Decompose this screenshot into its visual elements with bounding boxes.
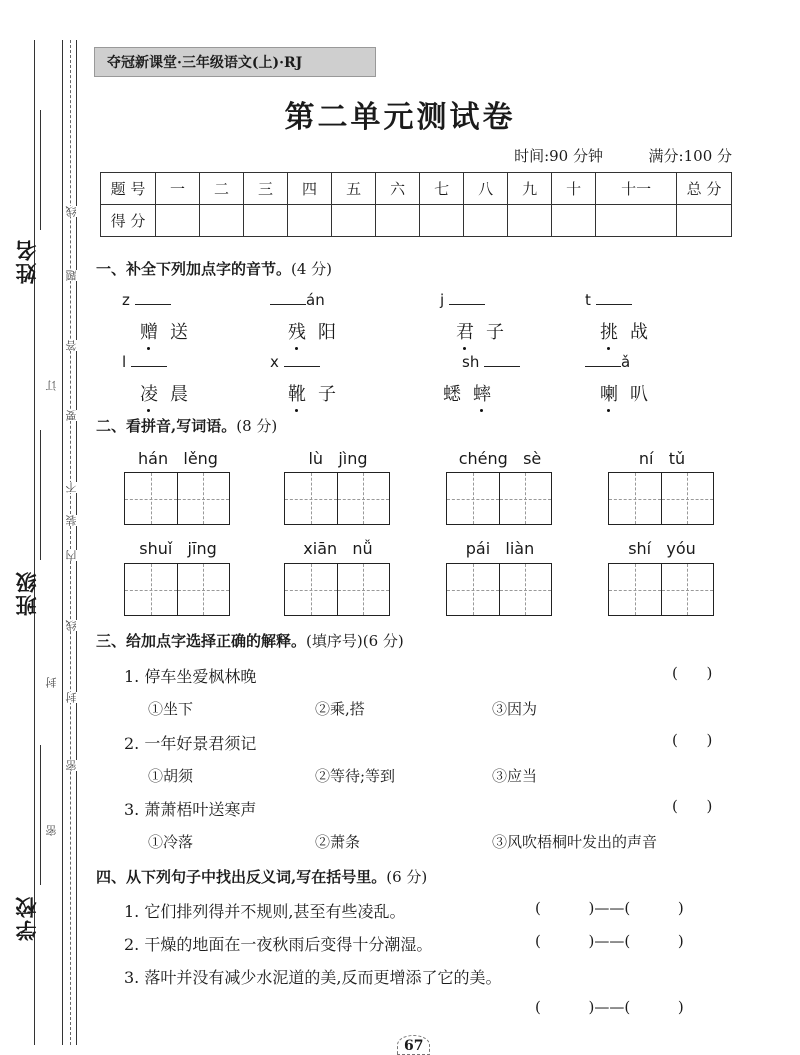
writing-grid[interactable]	[608, 563, 714, 616]
section-title: 二、看拼音,写词语。	[96, 417, 237, 435]
section-3-heading	[96, 630, 404, 651]
school-label: 学校	[15, 895, 39, 941]
option: ②等待;等到	[315, 767, 396, 785]
time-limit: 时间:90 分钟	[514, 147, 603, 165]
dotted-word: 喇叭	[600, 380, 660, 406]
score-cell[interactable]	[376, 205, 420, 237]
section-points: (填序号)(6 分)	[306, 632, 404, 650]
syllable-blank: z	[122, 290, 171, 309]
table-cell: 四	[288, 173, 332, 205]
option: ③风吹梧桐叶发出的声音	[492, 833, 658, 851]
dotted-word: 挑战	[600, 318, 660, 344]
binding-seal-char: 密	[45, 825, 58, 836]
pinyin-prompt: shuǐ jīng	[139, 539, 217, 558]
class-write-line	[40, 430, 41, 560]
dotted-word: 赠送	[140, 318, 200, 344]
table-cell: 八	[464, 173, 508, 205]
score-cell[interactable]	[332, 205, 376, 237]
score-table	[100, 172, 732, 237]
answer-blank[interactable]	[131, 352, 167, 367]
binding-seal-char: 答	[65, 340, 78, 351]
syllable-blank: x	[270, 352, 320, 371]
answer-blank[interactable]	[449, 290, 485, 305]
writing-grid[interactable]	[446, 472, 552, 525]
question-text: 3. 萧萧梧叶送寒声	[124, 800, 257, 819]
sentence: 1. 它们排列得并不规则,甚至有些凌乱。	[124, 902, 406, 921]
score-cell[interactable]	[596, 205, 677, 237]
binding-seal-char: 线	[65, 620, 78, 631]
binding-dash-line	[70, 40, 71, 1045]
section-points: (4 分)	[291, 260, 333, 278]
dotted-word: 君子	[456, 318, 516, 344]
writing-grid[interactable]	[284, 472, 390, 525]
score-cell[interactable]	[288, 205, 332, 237]
pinyin-prompt: chéng sè	[458, 449, 542, 468]
sentence: 2. 干燥的地面在一夜秋雨后变得十分潮湿。	[124, 935, 433, 954]
pinyin-prompt: hán lěng	[138, 449, 218, 468]
answer-blank[interactable]	[596, 290, 632, 305]
answer-paren[interactable]: ( )	[672, 797, 713, 815]
answer-blank[interactable]	[484, 352, 520, 367]
exam-meta	[514, 145, 732, 166]
pinyin-prompt: lù jìng	[308, 449, 368, 468]
answer-blank[interactable]	[135, 290, 171, 305]
score-cell[interactable]	[156, 205, 200, 237]
score-cell[interactable]	[464, 205, 508, 237]
writing-grid[interactable]	[446, 563, 552, 616]
writing-grid[interactable]	[124, 472, 230, 525]
binding-line-1	[62, 40, 63, 1045]
table-cell: 二	[200, 173, 244, 205]
question-text: 2. 一年好景君须记	[124, 734, 257, 753]
table-cell: 六	[376, 173, 420, 205]
pinyin-prompt: pái liàn	[465, 539, 535, 558]
name-label: 姓名	[15, 238, 39, 284]
score-cell[interactable]	[244, 205, 288, 237]
binding-seal-char: 线	[65, 206, 78, 217]
sentence: 3. 落叶并没有减少水泥道的美,反而更增添了它的美。	[124, 968, 502, 987]
writing-grid[interactable]	[124, 563, 230, 616]
score-cell[interactable]	[677, 205, 732, 237]
binding-seal-char: 要	[65, 410, 78, 421]
table-cell: 总 分	[677, 173, 732, 205]
dotted-word: 蟋蟀	[443, 380, 503, 406]
table-cell: 十	[552, 173, 596, 205]
antonym-answer[interactable]: ( )——( )	[535, 932, 684, 950]
answer-blank[interactable]	[284, 352, 320, 367]
option: ②乘,搭	[315, 700, 365, 718]
binding-seal-char: 内	[65, 550, 78, 561]
dotted-word: 残阳	[288, 318, 348, 344]
section-points: (8 分)	[236, 417, 278, 435]
syllable-blank: án	[270, 290, 325, 309]
page-title: 第二单元测试卷	[284, 100, 516, 135]
section-points: (6 分)	[386, 868, 428, 886]
section-1-heading	[96, 258, 332, 279]
class-label: 班级	[15, 570, 39, 616]
score-cell[interactable]	[200, 205, 244, 237]
option: ①冷落	[148, 833, 194, 851]
writing-grid[interactable]	[608, 472, 714, 525]
series-banner: 夺冠新课堂·三年级语文(上)·RJ	[94, 47, 376, 77]
table-cell: 五	[332, 173, 376, 205]
binding-seal-char: 封	[65, 692, 78, 703]
pinyin-prompt: xiān nǚ	[303, 539, 373, 558]
antonym-answer[interactable]: ( )——( )	[535, 998, 684, 1016]
syllable-blank: t	[585, 290, 632, 309]
score-cell[interactable]	[420, 205, 464, 237]
score-cell[interactable]	[508, 205, 552, 237]
section-4-heading	[96, 866, 427, 887]
section-title: 三、给加点字选择正确的解释。	[96, 632, 307, 650]
answer-blank[interactable]	[585, 352, 621, 367]
syllable-blank: ǎ	[585, 352, 630, 371]
question-text: 1. 停车坐爱枫林晚	[124, 667, 257, 686]
dotted-word: 靴子	[288, 380, 348, 406]
table-cell: 十一	[596, 173, 677, 205]
pinyin-prompt: shí yóu	[628, 539, 696, 558]
table-cell: 一	[156, 173, 200, 205]
option: ③因为	[492, 700, 538, 718]
syllable-blank: j	[440, 290, 485, 309]
syllable-blank: sh	[462, 352, 520, 371]
dotted-word: 凌晨	[140, 380, 200, 406]
answer-blank[interactable]	[270, 290, 306, 305]
writing-grid[interactable]	[284, 563, 390, 616]
score-cell[interactable]	[552, 205, 596, 237]
page-number: 67	[397, 1035, 430, 1055]
syllable-blank: l	[122, 352, 167, 371]
pinyin-prompt: ní tǔ	[638, 449, 686, 468]
answer-paren[interactable]: ( )	[672, 664, 713, 682]
table-cell: 题 号	[101, 173, 156, 205]
binding-seal-char: 密	[65, 760, 78, 771]
table-cell: 七	[420, 173, 464, 205]
school-write-line	[40, 745, 41, 885]
binding-line-2	[76, 40, 77, 1045]
section-title: 一、补全下列加点字的音节。	[96, 260, 292, 278]
section-2-heading	[96, 415, 277, 436]
table-cell: 三	[244, 173, 288, 205]
antonym-answer[interactable]: ( )——( )	[535, 899, 684, 917]
score-input-row	[101, 205, 732, 237]
table-cell: 得 分	[101, 205, 156, 237]
table-cell: 九	[508, 173, 552, 205]
option: ③应当	[492, 767, 538, 785]
binding-seal-char: 不	[65, 482, 78, 493]
option: ②萧条	[315, 833, 361, 851]
answer-paren[interactable]: ( )	[672, 731, 713, 749]
score-header-row	[101, 173, 732, 205]
section-title: 四、从下列句子中找出反义词,写在括号里。	[96, 868, 387, 886]
option: ①胡须	[148, 767, 194, 785]
binding-seal-char: 订	[45, 380, 58, 391]
binding-seal-char: 封	[45, 677, 58, 688]
full-score: 满分:100 分	[648, 147, 732, 165]
binding-seal-char: 装	[65, 515, 78, 526]
binding-seal-char: 题	[65, 270, 78, 281]
option: ①坐下	[148, 700, 194, 718]
